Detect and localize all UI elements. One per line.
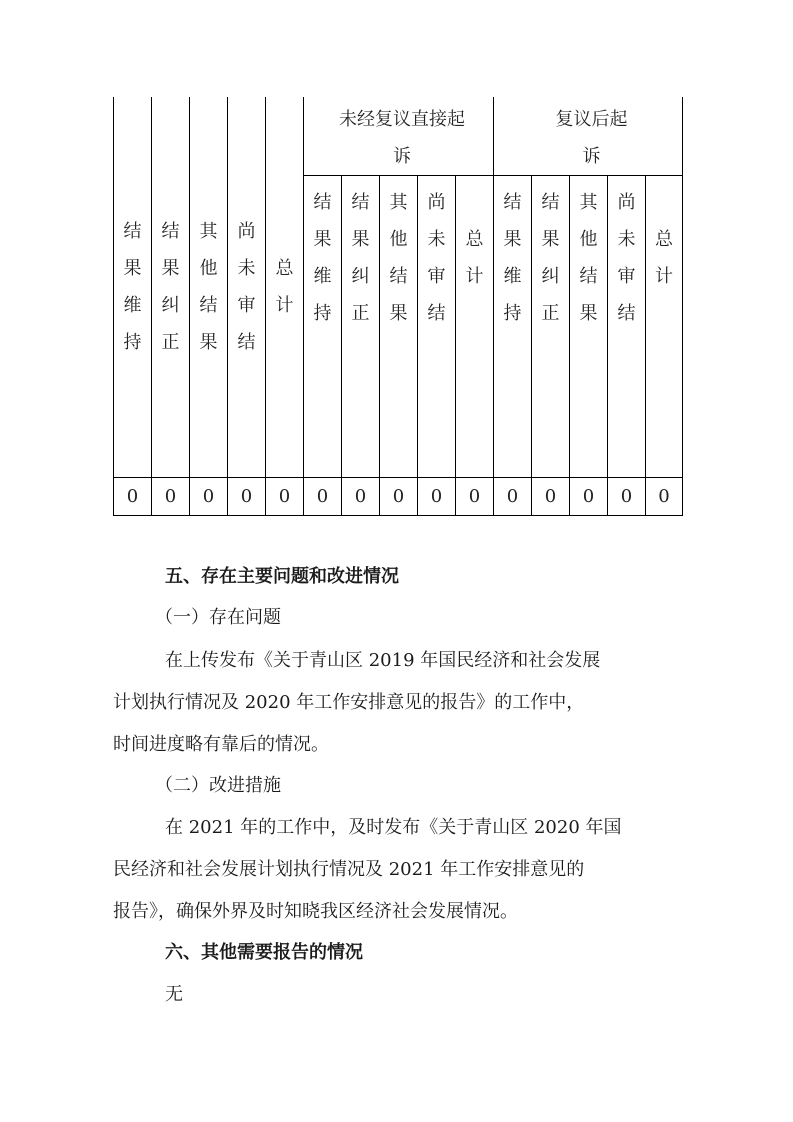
value-cell: 0 xyxy=(570,478,608,516)
vertical-label: 结 果 维 持 xyxy=(313,192,332,324)
litigation-results-table xyxy=(113,97,683,516)
sub-header-cell xyxy=(646,176,683,478)
value-cell: 0 xyxy=(418,478,456,516)
vertical-label: 总 计 xyxy=(465,229,484,287)
vertical-label: 尚 未 审 结 xyxy=(237,221,256,353)
value-cell: 0 xyxy=(304,478,342,516)
value-cell: 0 xyxy=(342,478,380,516)
sub-header-cell xyxy=(570,176,608,478)
paragraph-line: 在 2021 年的工作中，及时发布《关于青山区 2020 年国 xyxy=(165,817,622,838)
value-cell: 0 xyxy=(114,478,152,516)
header-cell xyxy=(228,97,266,478)
sub-header-cell xyxy=(532,176,570,478)
value-cell: 0 xyxy=(608,478,646,516)
paragraph-line: 计划执行情况及 2020 年工作安排意见的报告》的工作中， xyxy=(113,692,585,713)
vertical-label: 结 果 纠 正 xyxy=(351,192,370,324)
value-cell: 0 xyxy=(266,478,304,516)
vertical-label: 结 果 纠 正 xyxy=(541,192,560,324)
group-header-after-review xyxy=(494,97,683,176)
value-cell: 0 xyxy=(494,478,532,516)
paragraph-line: 民经济和社会发展计划执行情况及 2021 年工作安排意见的 xyxy=(113,859,585,880)
group-header-direct-suit xyxy=(304,97,494,176)
sub-header-cell xyxy=(418,176,456,478)
header-cell xyxy=(266,97,304,478)
vertical-label: 尚 未 审 结 xyxy=(617,192,636,324)
sub-header-cell xyxy=(494,176,532,478)
table-row xyxy=(114,478,683,516)
value-cell: 0 xyxy=(532,478,570,516)
group-title-line2: 诉 xyxy=(582,146,601,167)
paragraph-line: 时间进度略有靠后的情况。 xyxy=(113,734,329,755)
vertical-label: 总 计 xyxy=(655,229,673,287)
paragraph-line: 在上传发布《关于青山区 2019 年国民经济和社会发展 xyxy=(165,650,601,671)
vertical-label: 结 果 纠 正 xyxy=(161,221,180,353)
group-title-line1: 复议后起 xyxy=(555,109,628,130)
vertical-label: 总 计 xyxy=(275,258,294,316)
sub-header-cell xyxy=(380,176,418,478)
value-cell: 0 xyxy=(228,478,266,516)
value-cell: 0 xyxy=(456,478,494,516)
subheading-improvements: （二）改进措施 xyxy=(155,775,281,796)
subheading-problems: （一）存在问题 xyxy=(155,607,281,628)
value-cell: 0 xyxy=(190,478,228,516)
sub-header-cell xyxy=(456,176,494,478)
vertical-label: 结 果 维 持 xyxy=(123,221,142,353)
header-cell xyxy=(152,97,190,478)
section6-body: 无 xyxy=(165,984,183,1005)
vertical-label: 其 他 结 果 xyxy=(579,192,598,324)
section5-heading: 五、存在主要问题和改进情况 xyxy=(165,566,399,587)
value-cell: 0 xyxy=(646,478,683,516)
value-cell: 0 xyxy=(380,478,418,516)
header-cell xyxy=(190,97,228,478)
sub-header-cell xyxy=(608,176,646,478)
sub-header-cell xyxy=(304,176,342,478)
vertical-label: 尚 未 审 结 xyxy=(427,192,446,324)
vertical-label: 其 他 结 果 xyxy=(389,192,408,324)
group-title-line2: 诉 xyxy=(393,146,411,167)
paragraph-line: 报告》，确保外界及时知晓我区经济社会发展情况。 xyxy=(113,901,518,922)
header-cell xyxy=(114,97,152,478)
group-title-line1: 未经复议直接起 xyxy=(339,109,465,130)
section6-heading: 六、其他需要报告的情况 xyxy=(165,942,363,963)
vertical-label: 其 他 结 果 xyxy=(199,221,218,353)
value-cell: 0 xyxy=(152,478,190,516)
vertical-label: 结 果 维 持 xyxy=(503,192,522,324)
sub-header-cell xyxy=(342,176,380,478)
